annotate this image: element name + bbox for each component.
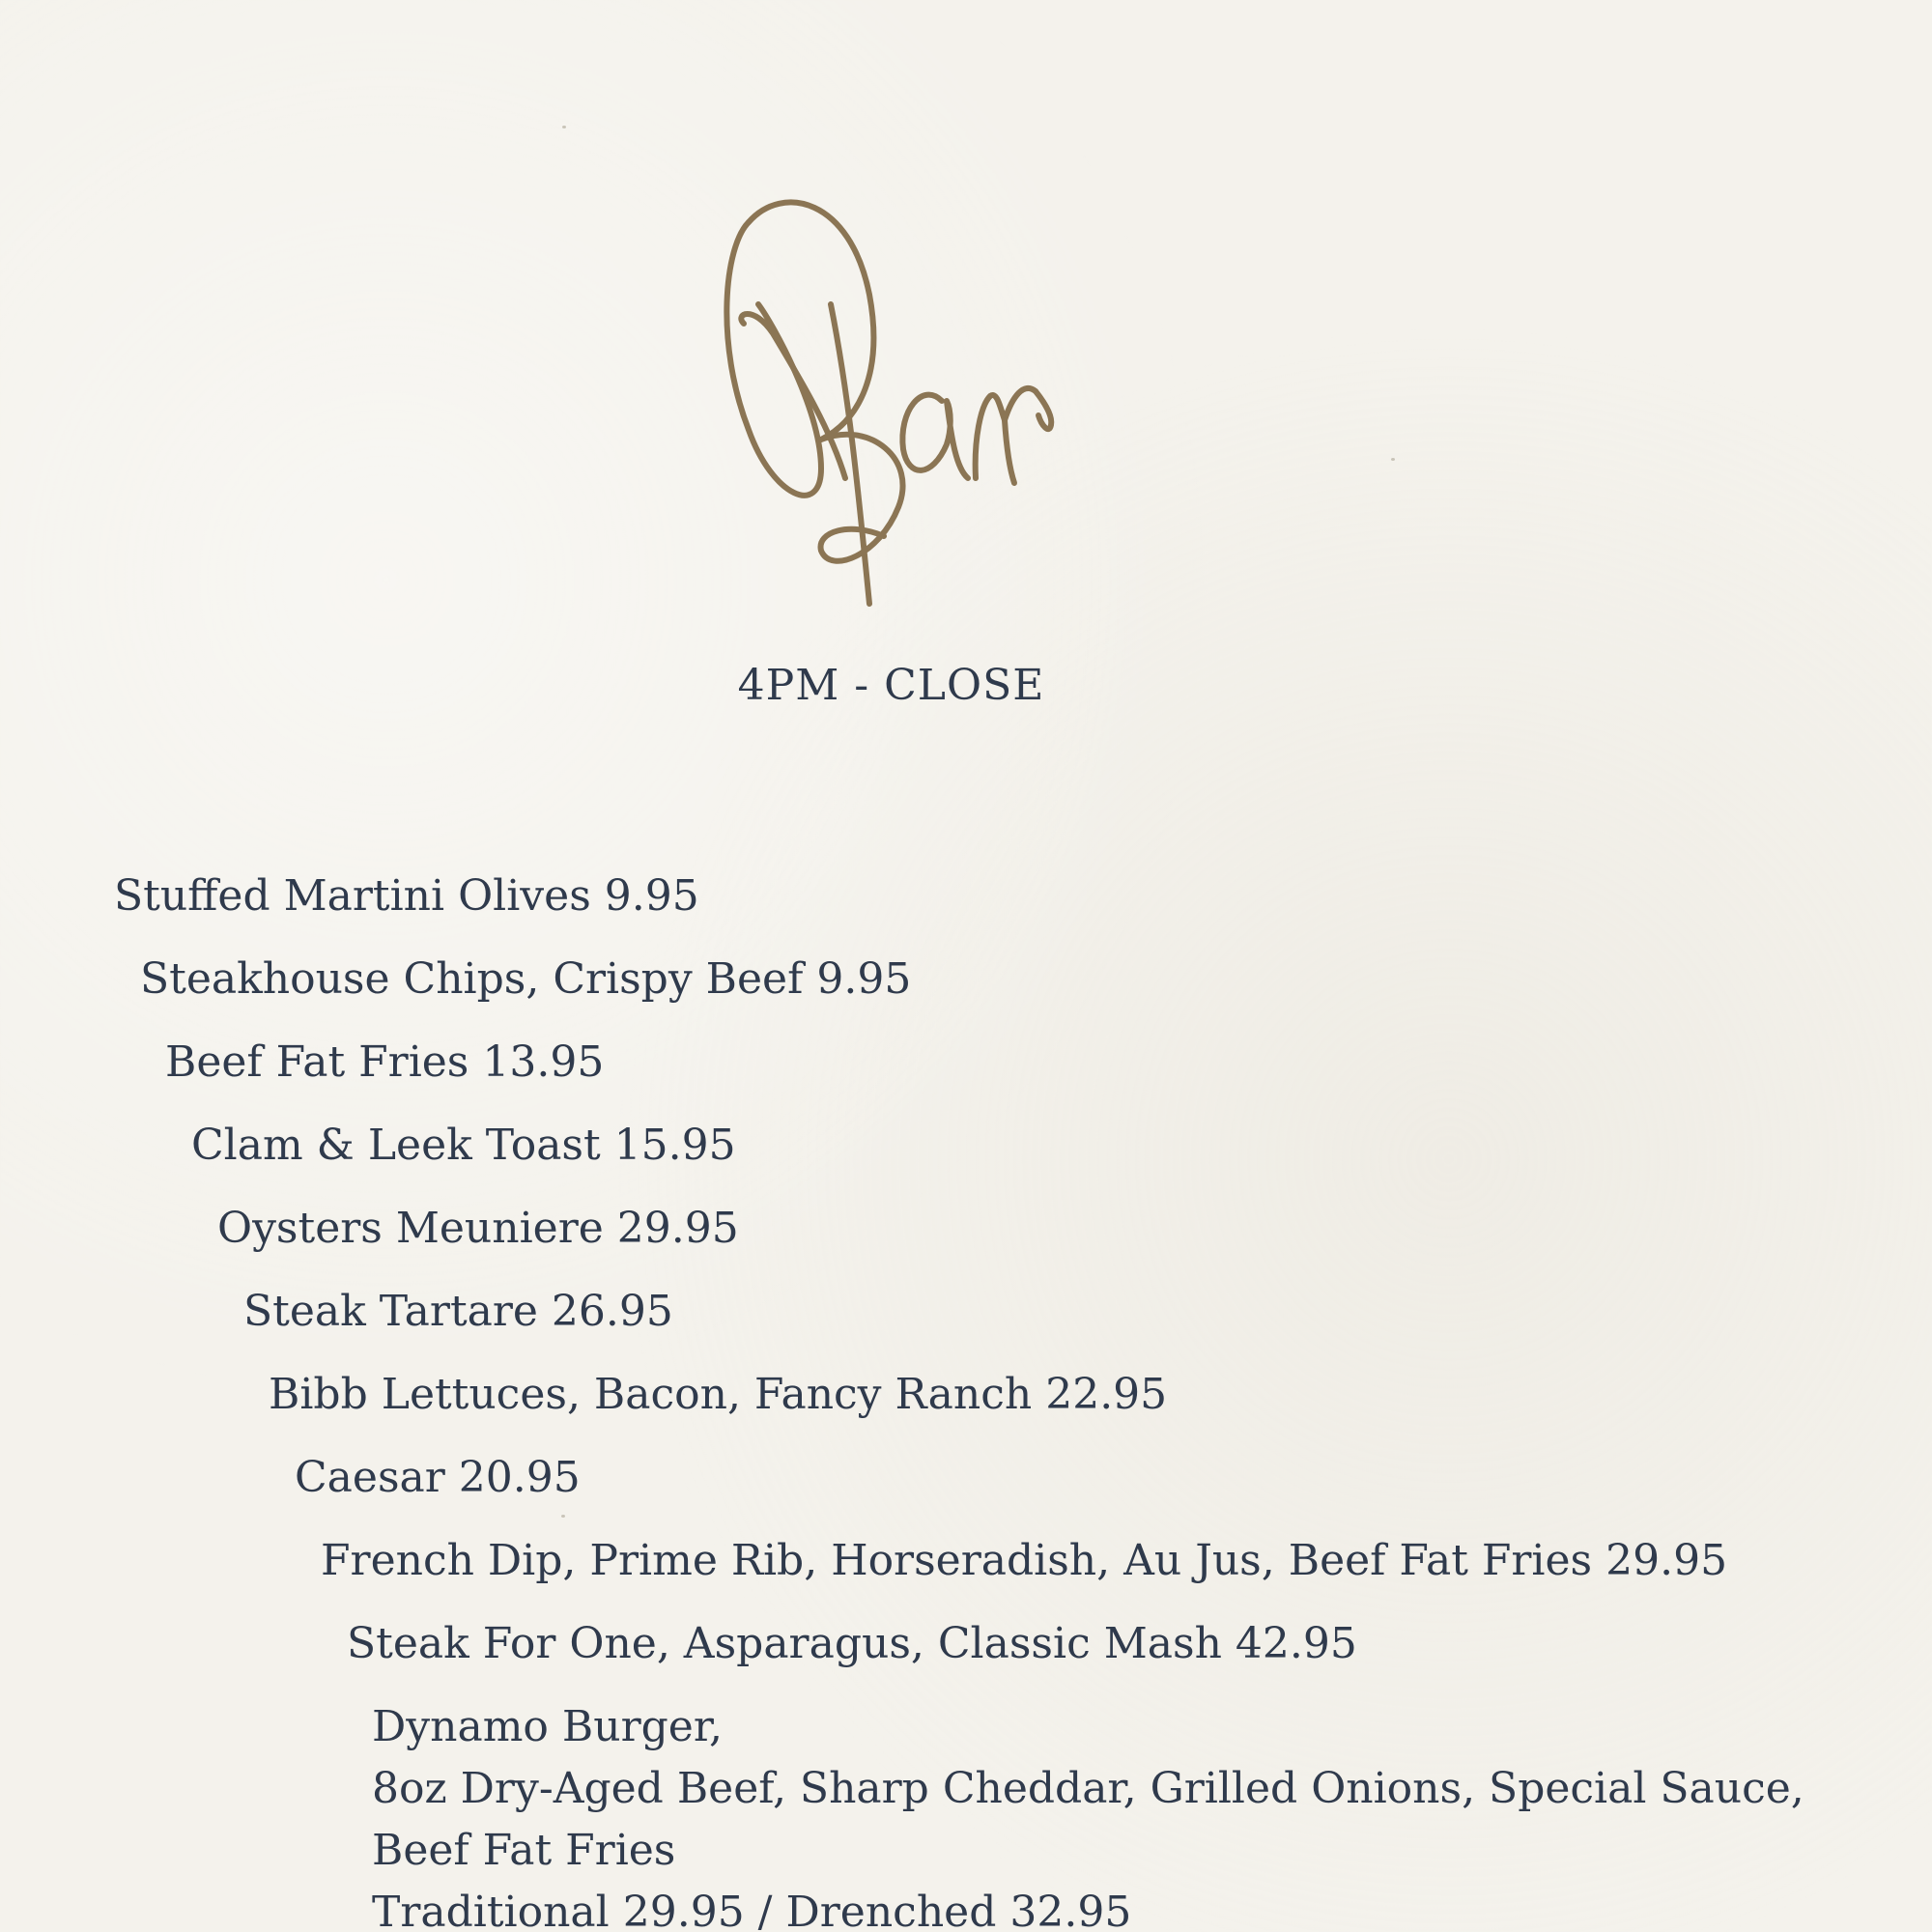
paper-speck bbox=[1391, 458, 1395, 461]
menu-item: Steak For One, Asparagus, Classic Mash 42.95 bbox=[347, 1619, 1357, 1668]
burger-prices: Traditional 29.95 / Drenched 32.95 bbox=[372, 1888, 1132, 1932]
menu-item: Beef Fat Fries 13.95 bbox=[165, 1037, 605, 1087]
burger-description-line: Beef Fat Fries bbox=[372, 1826, 676, 1875]
menu-item: Clam & Leek Toast 15.95 bbox=[191, 1121, 736, 1170]
paper-speck bbox=[562, 126, 566, 128]
burger-name: Dynamo Burger, bbox=[372, 1702, 723, 1751]
menu-item-burger bbox=[0, 1696, 1932, 1932]
bar-script-logo bbox=[715, 188, 1072, 623]
menu-item: Caesar 20.95 bbox=[295, 1453, 581, 1502]
menu-item: French Dip, Prime Rib, Horseradish, Au Jus, Beef Fat Fries 29.95 bbox=[321, 1536, 1728, 1585]
menu-item: Steak Tartare 26.95 bbox=[243, 1287, 673, 1336]
burger-description-line: 8oz Dry-Aged Beef, Sharp Cheddar, Grilled Onions, Special Sauce, bbox=[372, 1764, 1804, 1813]
hours-text: 4PM - CLOSE bbox=[737, 661, 1045, 710]
menu-item: Steakhouse Chips, Crispy Beef 9.95 bbox=[140, 954, 912, 1004]
menu-item: Bibb Lettuces, Bacon, Fancy Ranch 22.95 bbox=[269, 1370, 1168, 1419]
menu-item: Oysters Meuniere 29.95 bbox=[217, 1204, 739, 1253]
menu-item: Stuffed Martini Olives 9.95 bbox=[114, 871, 699, 921]
bar-script-title bbox=[715, 188, 1072, 623]
menu-list bbox=[0, 866, 1932, 1932]
